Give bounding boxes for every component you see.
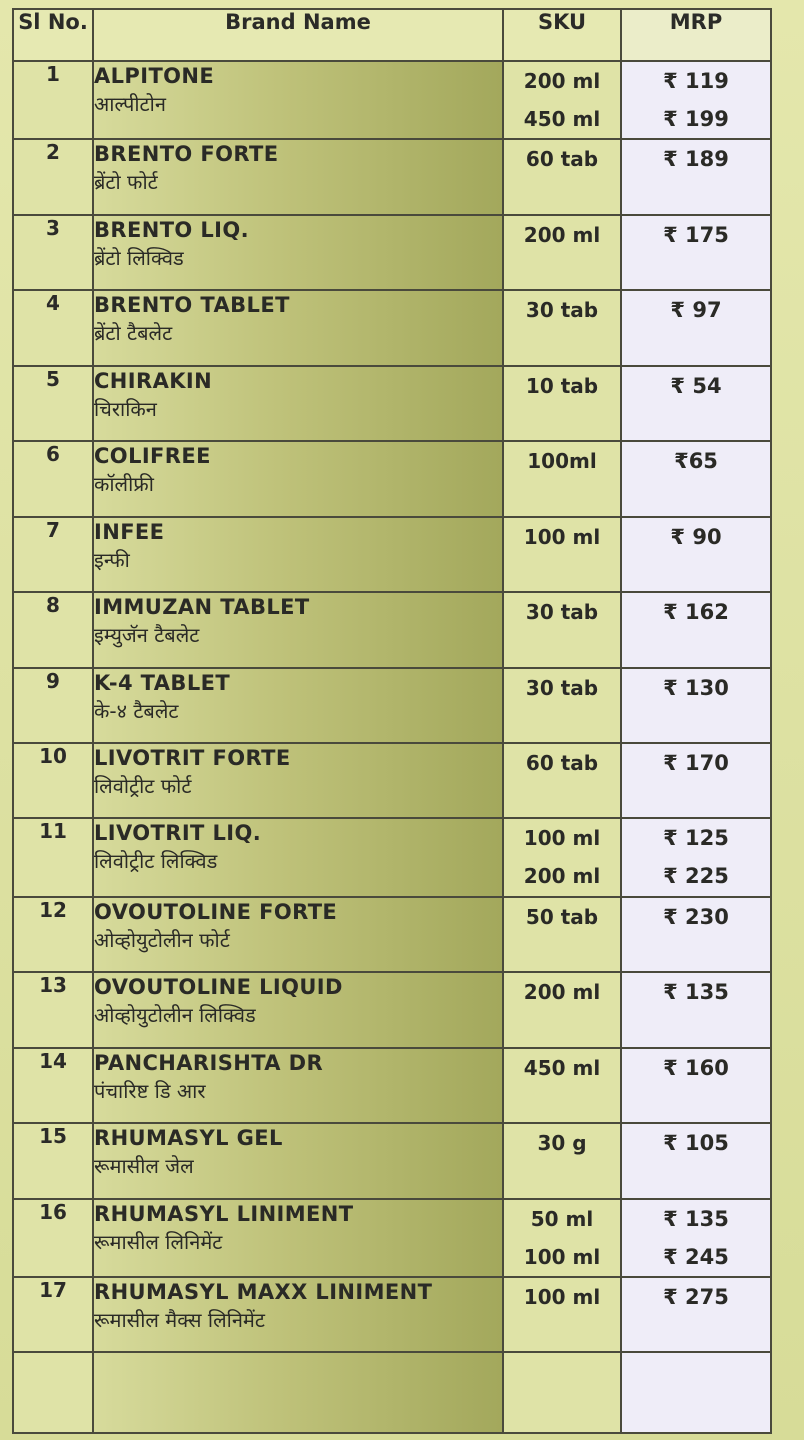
sku-value: 200 ml xyxy=(523,864,601,889)
serial-number: 17 xyxy=(13,1277,93,1352)
brand-name-english: COLIFREE xyxy=(94,444,211,469)
mrp-value: ₹ 54 xyxy=(670,373,722,398)
mrp-value: ₹ 162 xyxy=(663,600,729,625)
sku-cell xyxy=(503,818,621,896)
brand-name-cell xyxy=(93,897,503,972)
table-row xyxy=(13,1123,771,1198)
table-row xyxy=(13,139,771,214)
brand-name-english: OVOUTOLINE LIQUID xyxy=(94,975,343,1000)
brand-name-hindi: पंचारिष्ट डि आर xyxy=(94,1078,206,1103)
table-row xyxy=(13,818,771,896)
mrp-value: ₹ 135 xyxy=(663,980,729,1005)
mrp-cell xyxy=(621,290,771,365)
table-row xyxy=(13,972,771,1047)
brand-name-cell xyxy=(93,668,503,743)
brand-name-english: RHUMASYL GEL xyxy=(94,1126,283,1151)
sku-cell xyxy=(503,1277,621,1352)
empty-cell xyxy=(503,1352,621,1433)
brand-name-hindi: लिवोट्रीट फोर्ट xyxy=(94,773,192,798)
table-row xyxy=(13,290,771,365)
mrp-cell xyxy=(621,592,771,667)
mrp-value: ₹ 135 xyxy=(663,1206,729,1231)
brand-name-hindi: इम्युजॅन टैबलेट xyxy=(94,623,200,648)
sku-cell xyxy=(503,139,621,214)
mrp-cell xyxy=(621,215,771,290)
brand-name-english: PANCHARISHTA DR xyxy=(94,1050,324,1075)
sku-value: 100 ml xyxy=(523,826,601,851)
brand-name-hindi: रूमासील लिनिमेंट xyxy=(94,1229,223,1254)
sku-cell xyxy=(503,897,621,972)
brand-name-cell xyxy=(93,139,503,214)
mrp-value: ₹ 170 xyxy=(663,750,729,775)
mrp-value: ₹ 230 xyxy=(663,904,729,929)
empty-cell xyxy=(13,1352,93,1433)
brand-name-cell xyxy=(93,290,503,365)
table-row xyxy=(13,897,771,972)
sku-value: 10 tab xyxy=(525,373,599,398)
brand-name-cell xyxy=(93,972,503,1047)
sku-value: 30 g xyxy=(537,1131,587,1156)
table-row xyxy=(13,441,771,516)
brand-name-english: ALPITONE xyxy=(94,64,215,88)
sku-cell xyxy=(503,1048,621,1123)
brand-name-hindi: चिराकिन xyxy=(94,396,157,421)
mrp-value: ₹ 275 xyxy=(663,1285,729,1310)
brand-name-hindi: ब्रेंटो लिक्विड xyxy=(94,245,184,270)
serial-number: 3 xyxy=(13,215,93,290)
brand-name-cell xyxy=(93,215,503,290)
sku-value: 100 ml xyxy=(523,524,601,549)
mrp-value: ₹ 125 xyxy=(663,826,729,851)
table-row xyxy=(13,517,771,592)
sku-value: 30 tab xyxy=(525,600,599,625)
serial-number: 15 xyxy=(13,1123,93,1198)
brand-name-english: CHIRAKIN xyxy=(94,368,213,393)
sku-value: 200 ml xyxy=(523,222,601,247)
brand-name-hindi: ब्रेंटो फोर्ट xyxy=(94,170,158,195)
sku-cell xyxy=(503,743,621,818)
serial-number: 6 xyxy=(13,441,93,516)
table-row xyxy=(13,743,771,818)
serial-number: 11 xyxy=(13,818,93,896)
brand-name-hindi: कॉलीफ्री xyxy=(94,472,154,497)
brand-name-cell xyxy=(93,517,503,592)
brand-name-cell xyxy=(93,592,503,667)
mrp-cell xyxy=(621,441,771,516)
brand-name-english: LIVOTRIT FORTE xyxy=(94,745,291,770)
serial-number: 1 xyxy=(13,61,93,139)
brand-name-cell xyxy=(93,1277,503,1352)
brand-name-english: BRENTO TABLET xyxy=(94,293,290,318)
sku-value: 450 ml xyxy=(523,107,601,131)
sku-cell xyxy=(503,61,621,139)
table-row xyxy=(13,1199,771,1277)
sku-value: 200 ml xyxy=(523,69,601,93)
serial-number: 5 xyxy=(13,366,93,441)
mrp-value: ₹ 160 xyxy=(663,1055,729,1080)
table-row xyxy=(13,668,771,743)
mrp-cell xyxy=(621,1277,771,1352)
mrp-value: ₹ 130 xyxy=(663,675,729,700)
table-row xyxy=(13,1277,771,1352)
brand-name-english: K-4 TABLET xyxy=(94,670,231,695)
mrp-cell xyxy=(621,897,771,972)
mrp-cell xyxy=(621,1048,771,1123)
empty-cell xyxy=(93,1352,503,1433)
mrp-cell xyxy=(621,517,771,592)
header-mrp: MRP xyxy=(621,9,771,61)
sku-cell xyxy=(503,517,621,592)
table-row xyxy=(13,1048,771,1123)
sku-value: 100 ml xyxy=(523,1244,601,1269)
serial-number: 14 xyxy=(13,1048,93,1123)
brand-name-english: OVOUTOLINE FORTE xyxy=(94,899,338,924)
sku-cell xyxy=(503,1123,621,1198)
mrp-value: ₹ 119 xyxy=(663,69,729,93)
mrp-cell xyxy=(621,1199,771,1277)
header-sl-no: Sl No. xyxy=(13,9,93,61)
empty-row xyxy=(13,1352,771,1433)
brand-name-hindi: रूमासील जेल xyxy=(94,1154,194,1179)
mrp-value: ₹ 199 xyxy=(663,107,729,131)
sku-value: 30 tab xyxy=(525,675,599,700)
serial-number: 2 xyxy=(13,139,93,214)
mrp-value: ₹ 245 xyxy=(663,1244,729,1269)
brand-name-cell xyxy=(93,1199,503,1277)
mrp-cell xyxy=(621,61,771,139)
serial-number: 16 xyxy=(13,1199,93,1277)
mrp-cell xyxy=(621,743,771,818)
brand-name-cell xyxy=(93,61,503,139)
mrp-value: ₹ 90 xyxy=(670,524,722,549)
serial-number: 10 xyxy=(13,743,93,818)
brand-name-english: INFEE xyxy=(94,519,165,544)
mrp-value: ₹ 175 xyxy=(663,222,729,247)
brand-name-cell xyxy=(93,1123,503,1198)
table-row xyxy=(13,215,771,290)
header-brand-name: Brand Name xyxy=(93,9,503,61)
price-table xyxy=(12,8,772,1434)
mrp-cell xyxy=(621,668,771,743)
brand-name-hindi: के-४ टैबलेट xyxy=(94,698,179,723)
brand-name-english: IMMUZAN TABLET xyxy=(94,595,310,620)
sku-value: 50 tab xyxy=(525,904,599,929)
sku-value: 50 ml xyxy=(530,1206,594,1231)
sku-cell xyxy=(503,1199,621,1277)
brand-name-hindi: ओव्होयुटोलीन फोर्ट xyxy=(94,927,230,952)
mrp-cell xyxy=(621,139,771,214)
sku-cell xyxy=(503,972,621,1047)
mrp-value: ₹ 225 xyxy=(663,864,729,889)
brand-name-english: BRENTO LIQ. xyxy=(94,217,250,242)
sku-value: 450 ml xyxy=(523,1055,601,1080)
serial-number: 7 xyxy=(13,517,93,592)
brand-name-english: LIVOTRIT LIQ. xyxy=(94,821,262,846)
brand-name-cell xyxy=(93,743,503,818)
table-row xyxy=(13,592,771,667)
sku-value: 200 ml xyxy=(523,980,601,1005)
serial-number: 4 xyxy=(13,290,93,365)
sku-value: 60 tab xyxy=(525,750,599,775)
sku-cell xyxy=(503,668,621,743)
table-row xyxy=(13,366,771,441)
mrp-cell xyxy=(621,1123,771,1198)
sku-cell xyxy=(503,366,621,441)
mrp-value: ₹ 189 xyxy=(663,147,729,172)
sku-value: 100ml xyxy=(527,449,597,474)
sku-value: 60 tab xyxy=(525,147,599,172)
brand-name-cell xyxy=(93,366,503,441)
empty-cell xyxy=(621,1352,771,1433)
sku-value: 30 tab xyxy=(525,298,599,323)
table-body xyxy=(13,61,771,1433)
mrp-value: ₹ 105 xyxy=(663,1131,729,1156)
brand-name-hindi: रूमासील मैक्स लिनिमेंट xyxy=(94,1308,265,1333)
mrp-value: ₹ 97 xyxy=(670,298,722,323)
sku-cell xyxy=(503,592,621,667)
serial-number: 13 xyxy=(13,972,93,1047)
brand-name-cell xyxy=(93,1048,503,1123)
mrp-cell xyxy=(621,818,771,896)
mrp-value: ₹65 xyxy=(674,449,718,474)
table-row xyxy=(13,61,771,139)
brand-name-hindi: लिवोट्रीट लिक्विड xyxy=(94,849,218,874)
brand-name-hindi: आल्पीटोन xyxy=(94,92,166,116)
brand-name-cell xyxy=(93,818,503,896)
serial-number: 12 xyxy=(13,897,93,972)
brand-name-hindi: ब्रेंटो टैबलेट xyxy=(94,321,173,346)
serial-number: 9 xyxy=(13,668,93,743)
brand-name-hindi: ओव्होयुटोलीन लिक्विड xyxy=(94,1003,256,1028)
brand-name-english: RHUMASYL LINIMENT xyxy=(94,1201,354,1226)
serial-number: 8 xyxy=(13,592,93,667)
mrp-cell xyxy=(621,972,771,1047)
header-row xyxy=(13,9,771,61)
table-header xyxy=(13,9,771,61)
header-sku: SKU xyxy=(503,9,621,61)
sku-value: 100 ml xyxy=(523,1285,601,1310)
brand-name-english: RHUMASYL MAXX LINIMENT xyxy=(94,1280,433,1305)
brand-name-english: BRENTO FORTE xyxy=(94,142,279,167)
mrp-cell xyxy=(621,366,771,441)
brand-name-cell xyxy=(93,441,503,516)
brand-name-hindi: इन्फी xyxy=(94,547,130,572)
sku-cell xyxy=(503,290,621,365)
sku-cell xyxy=(503,215,621,290)
sku-cell xyxy=(503,441,621,516)
